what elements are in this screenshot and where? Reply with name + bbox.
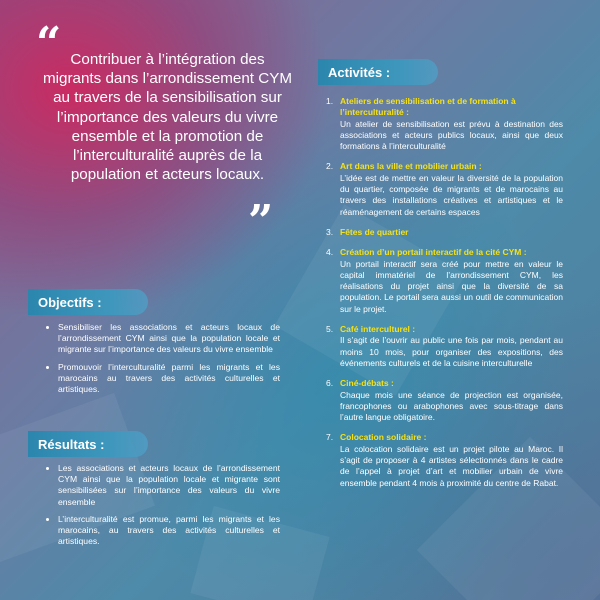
list-item <box>326 96 563 152</box>
list-item <box>326 324 563 369</box>
resultats-title: Résultats : <box>38 436 105 452</box>
objectifs-title: Objectifs : <box>38 294 102 310</box>
objectifs-header <box>28 289 148 315</box>
close-quote-icon: ” <box>248 196 268 247</box>
item-number: 3. <box>326 226 334 237</box>
item-title: Café interculturel : <box>340 324 416 335</box>
item-title: Fêtes de quartier <box>340 226 409 237</box>
item-number: 7. <box>326 432 334 443</box>
activites-list <box>326 96 563 498</box>
item-title: Création d’un portail interactif de la cité CYM : <box>340 247 527 258</box>
list-item <box>326 247 563 315</box>
item-description: L’idée est de mettre en valeur la diversité de la population du quartier, composée de migrants et de marocains au travers des installations créatives et artistiques et le réaménagement de certains espaces <box>340 172 563 217</box>
list-item <box>326 432 563 488</box>
item-number: 1. <box>326 96 334 106</box>
activites-title: Activités : <box>328 64 391 80</box>
open-quote-icon: “ <box>36 18 56 69</box>
list-item <box>326 227 563 238</box>
resultats-header <box>28 431 148 457</box>
item-description: La colocation solidaire est un projet pilote au Maroc. Il s’agit de proposer à 4 artistes sélectionnés dans le cadre de l’appel à projet d’art et mobilier urbain de vivre ensemble pendant 4 mois à proximité du centre de Rabat. <box>340 443 563 488</box>
item-description: Il s’agit de l’ouvrir au public une fois par mois, pendant au moins 10 mois, pour organiser des expositions, des événements culturels et de la cuisine interculturelle <box>340 335 563 368</box>
list-item <box>326 161 563 217</box>
list-item: • Sensibiliser les associations et acteurs locaux de l’arrondissement CYM ainsi que la population locale et migrante sur l’importance des valeurs du vivre ensemble <box>58 322 280 356</box>
item-number: 6. <box>326 378 334 389</box>
list-item <box>326 378 563 423</box>
item-title: Art dans la ville et mobilier urbain : <box>340 161 482 172</box>
item-description: Un portail interactif sera créé pour mettre en valeur le capital immatériel de l’arrondissement CYM, les réalisations du projet ainsi que la diversité de sa population. Le portail sera aussi un outil de communication sur le projet. <box>340 258 563 314</box>
activites-header <box>318 59 438 85</box>
list-item: • Promouvoir l’interculturalité parmi les migrants et les marocains au travers des activités culturelles et artistiques. <box>58 362 280 396</box>
list-item: • L’interculturalité est promue, parmi les migrants et les marocains, au travers des activités culturelles et artistiques. <box>58 514 280 548</box>
item-number: 4. <box>326 247 334 258</box>
item-title: Ateliers de sensibilisation et de formation à l’interculturalité : <box>340 96 516 118</box>
item-title: Ciné-débats : <box>340 378 394 389</box>
list-item: • Les associations et acteurs locaux de l’arrondissement CYM ainsi que la population locale et migrante sont sensibilisées sur l’importance des valeurs du vivre ensemble <box>58 463 280 508</box>
item-description: Chaque mois une séance de projection est organisée, francophones ou arabophones avec sous-titrage dans l’autre langue obligatoire. <box>340 389 563 423</box>
objectifs-list <box>38 322 280 401</box>
item-number: 5. <box>326 324 334 335</box>
item-number: 2. <box>326 161 334 172</box>
item-description: Un atelier de sensibilisation est prévu à destination des associations et acteurs publics locaux, ainsi que deux formations à l’interculturalité <box>340 118 563 152</box>
mission-quote: Contribuer à l’intégration des migrants dans l’arrondissement CYM au travers de la sensibilisation sur l’importance des valeurs du vivre ensemble et la promotion de l’interculturalité auprès de la population et acteurs locaux. <box>43 51 292 184</box>
item-title: Colocation solidaire : <box>340 432 427 443</box>
resultats-list <box>38 463 280 553</box>
